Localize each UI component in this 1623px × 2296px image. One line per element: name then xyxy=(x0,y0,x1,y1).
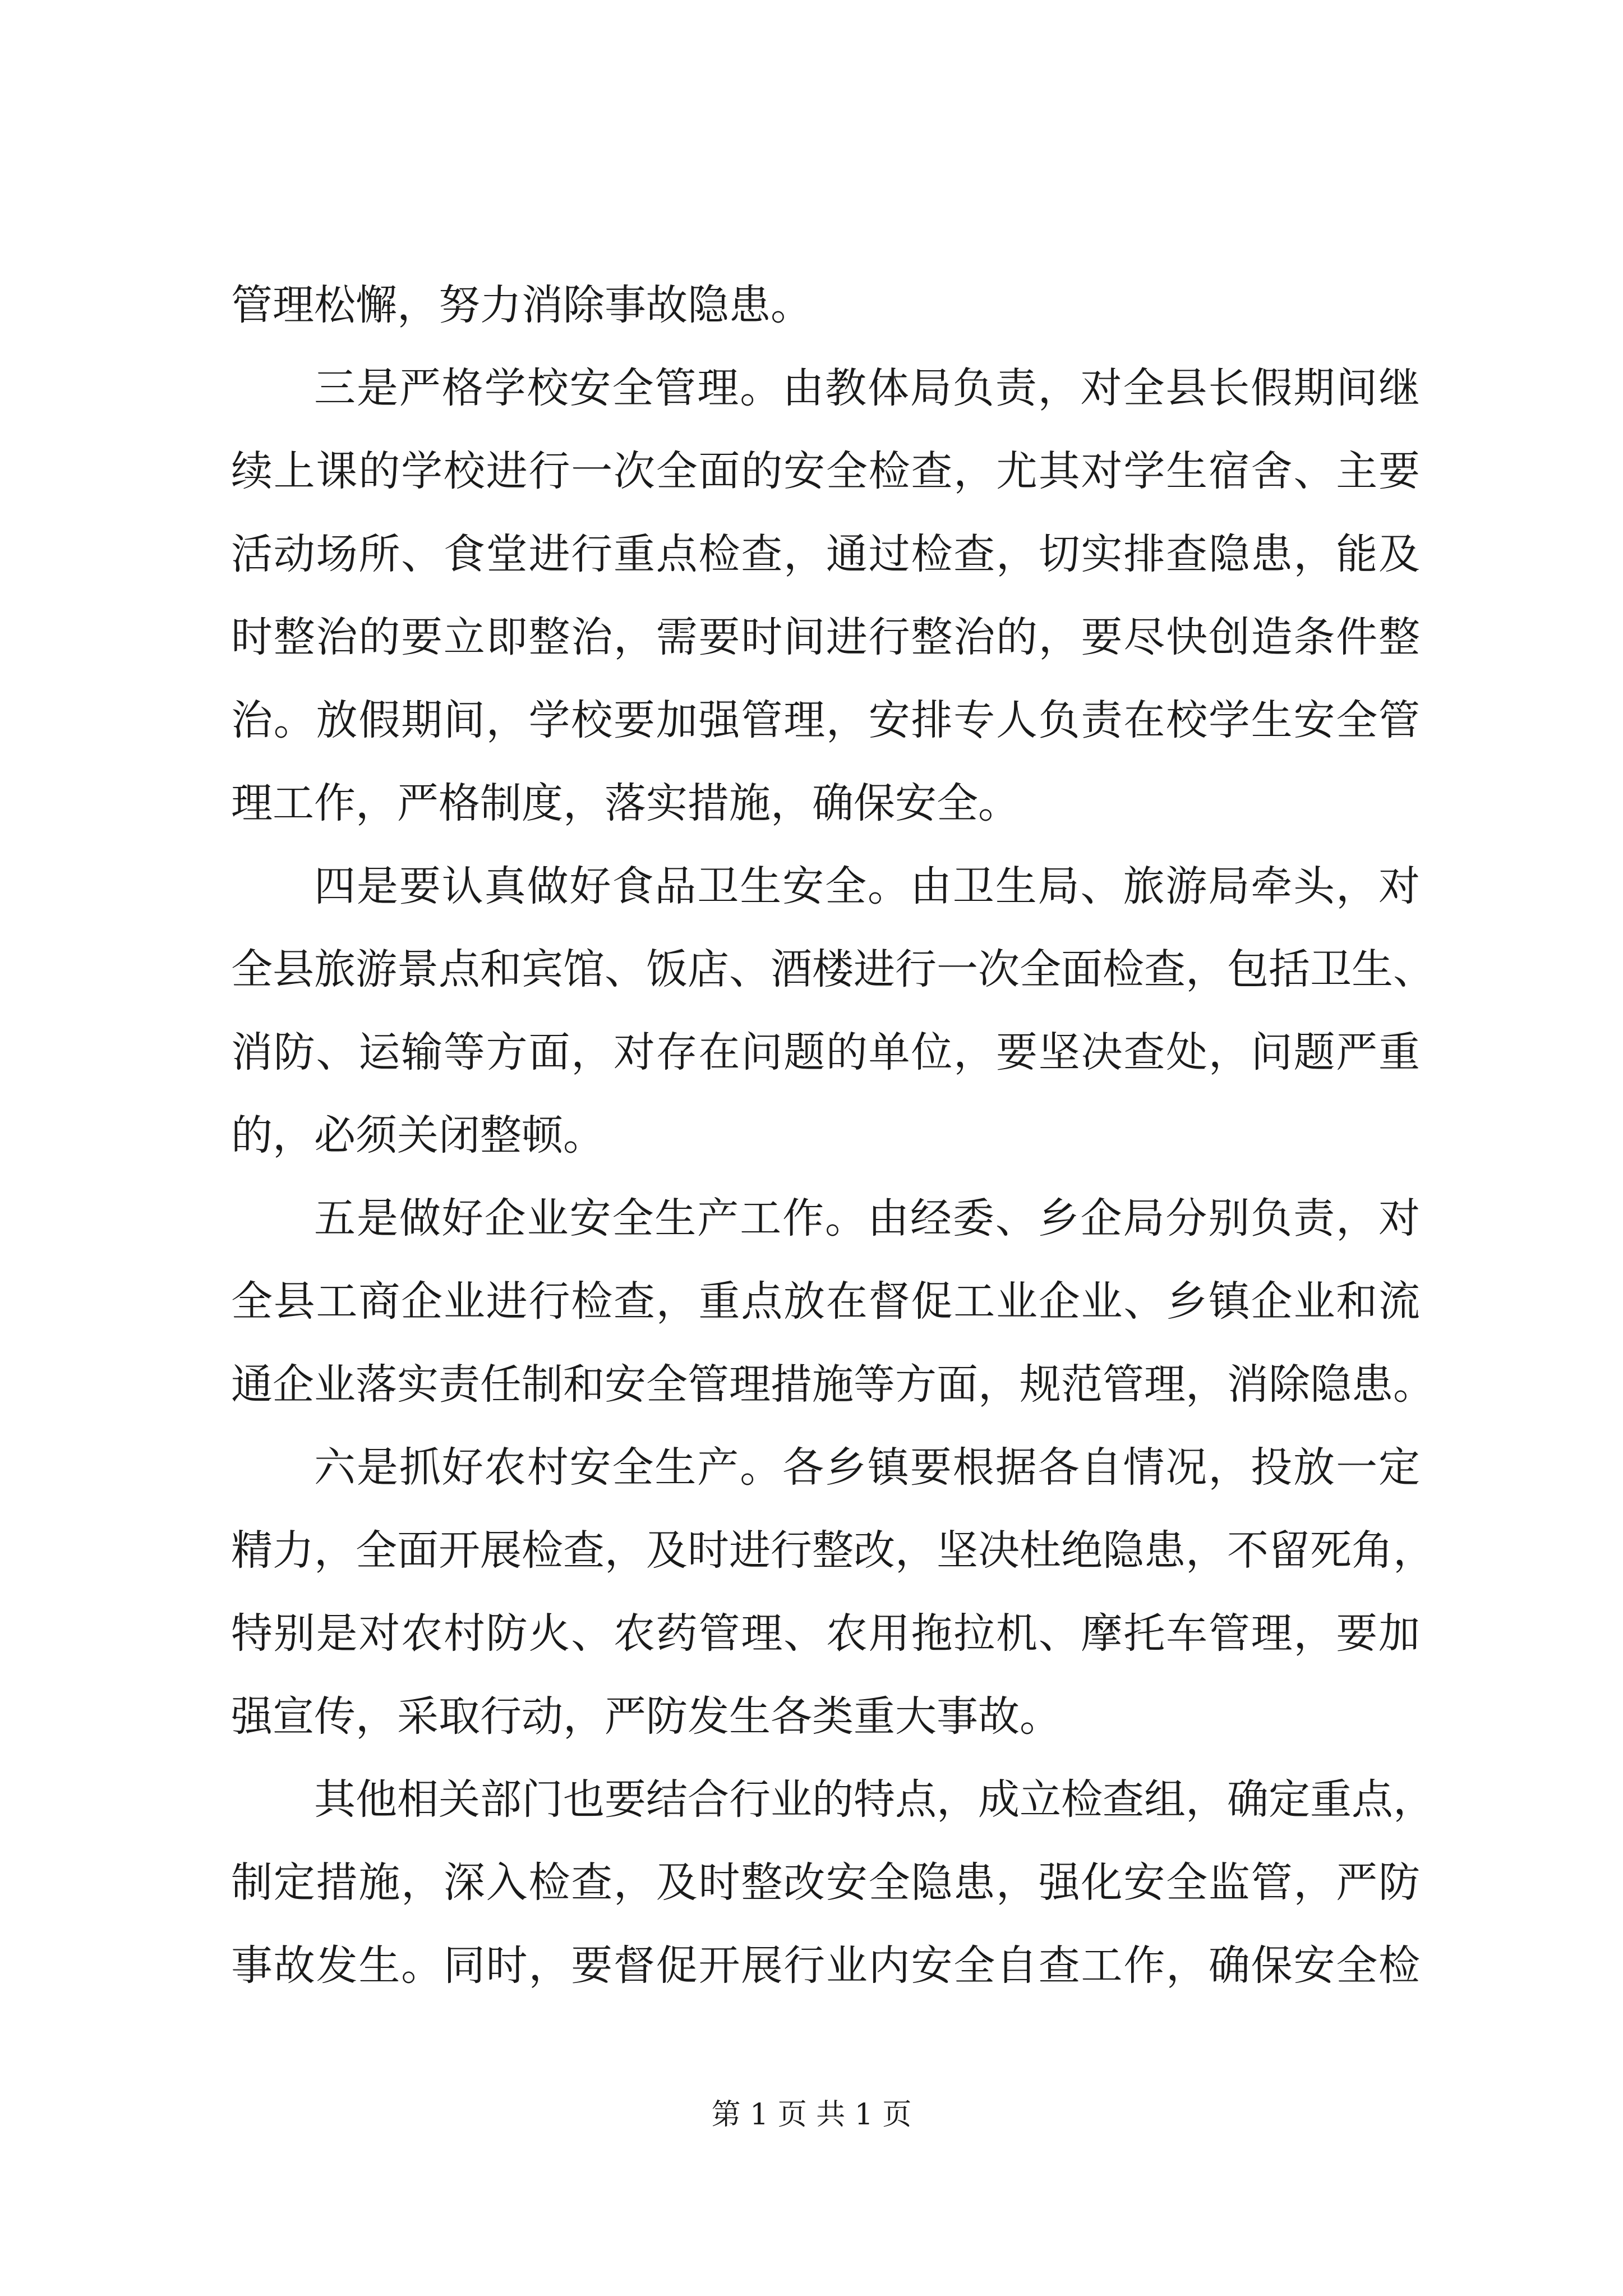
document-body xyxy=(231,264,1435,2007)
text-line: 事故发生。同时，要督促开展行业内安全自查工作，确保安全检 xyxy=(231,1941,1420,1990)
text-line: 全县旅游景点和宾馆、饭店、酒楼进行一次全面检查，包括卫生、 xyxy=(231,945,1435,993)
text-line: 强宣传，采取行动，严防发生各类重大事故。 xyxy=(231,1692,1061,1741)
page-number: 第 1 页 共 1 页 xyxy=(711,2098,912,2132)
text-line: 的，必须关闭整顿。 xyxy=(231,1111,605,1159)
text-line: 续上课的学校进行一次全面的安全检查，尤其对学生宿舍、主要 xyxy=(231,447,1420,495)
text-line: 精力，全面开展检查，及时进行整改，坚决杜绝隐患，不留死角， xyxy=(231,1526,1435,1575)
text-line: 五是做好企业安全生产工作。由经委、乡企局分别负责，对 xyxy=(314,1194,1420,1243)
text-line: 理工作，严格制度，落实措施，确保安全。 xyxy=(231,779,1020,827)
text-line: 三是严格学校安全管理。由教体局负责，对全县长假期间继 xyxy=(314,364,1420,412)
page-footer xyxy=(0,2095,1623,2134)
text-line: 特别是对农村防火、农药管理、农用拖拉机、摩托车管理，要加 xyxy=(231,1609,1420,1658)
text-line: 时整治的要立即整治，需要时间进行整治的，要尽快创造条件整 xyxy=(231,613,1420,661)
text-line: 四是要认真做好食品卫生安全。由卫生局、旅游局牵头，对 xyxy=(314,862,1420,910)
text-line: 活动场所、食堂进行重点检查，通过检查，切实排查隐患，能及 xyxy=(231,530,1420,578)
text-line: 管理松懈，努力消除事故隐患。 xyxy=(231,281,812,329)
text-line: 制定措施，深入检查，及时整改安全隐患，强化安全监管，严防 xyxy=(231,1858,1420,1907)
text-line: 治。放假期间，学校要加强管理，安排专人负责在校学生安全管 xyxy=(231,696,1420,744)
text-line: 通企业落实责任制和安全管理措施等方面，规范管理，消除隐患。 xyxy=(231,1360,1435,1409)
text-line: 六是抓好农村安全生产。各乡镇要根据各自情况，投放一定 xyxy=(314,1443,1420,1492)
text-line: 全县工商企业进行检查，重点放在督促工业企业、乡镇企业和流 xyxy=(231,1277,1420,1326)
text-line: 其他相关部门也要结合行业的特点，成立检查组，确定重点， xyxy=(314,1775,1435,1824)
text-line: 消防、运输等方面，对存在问题的单位，要坚决查处，问题严重 xyxy=(231,1028,1420,1076)
